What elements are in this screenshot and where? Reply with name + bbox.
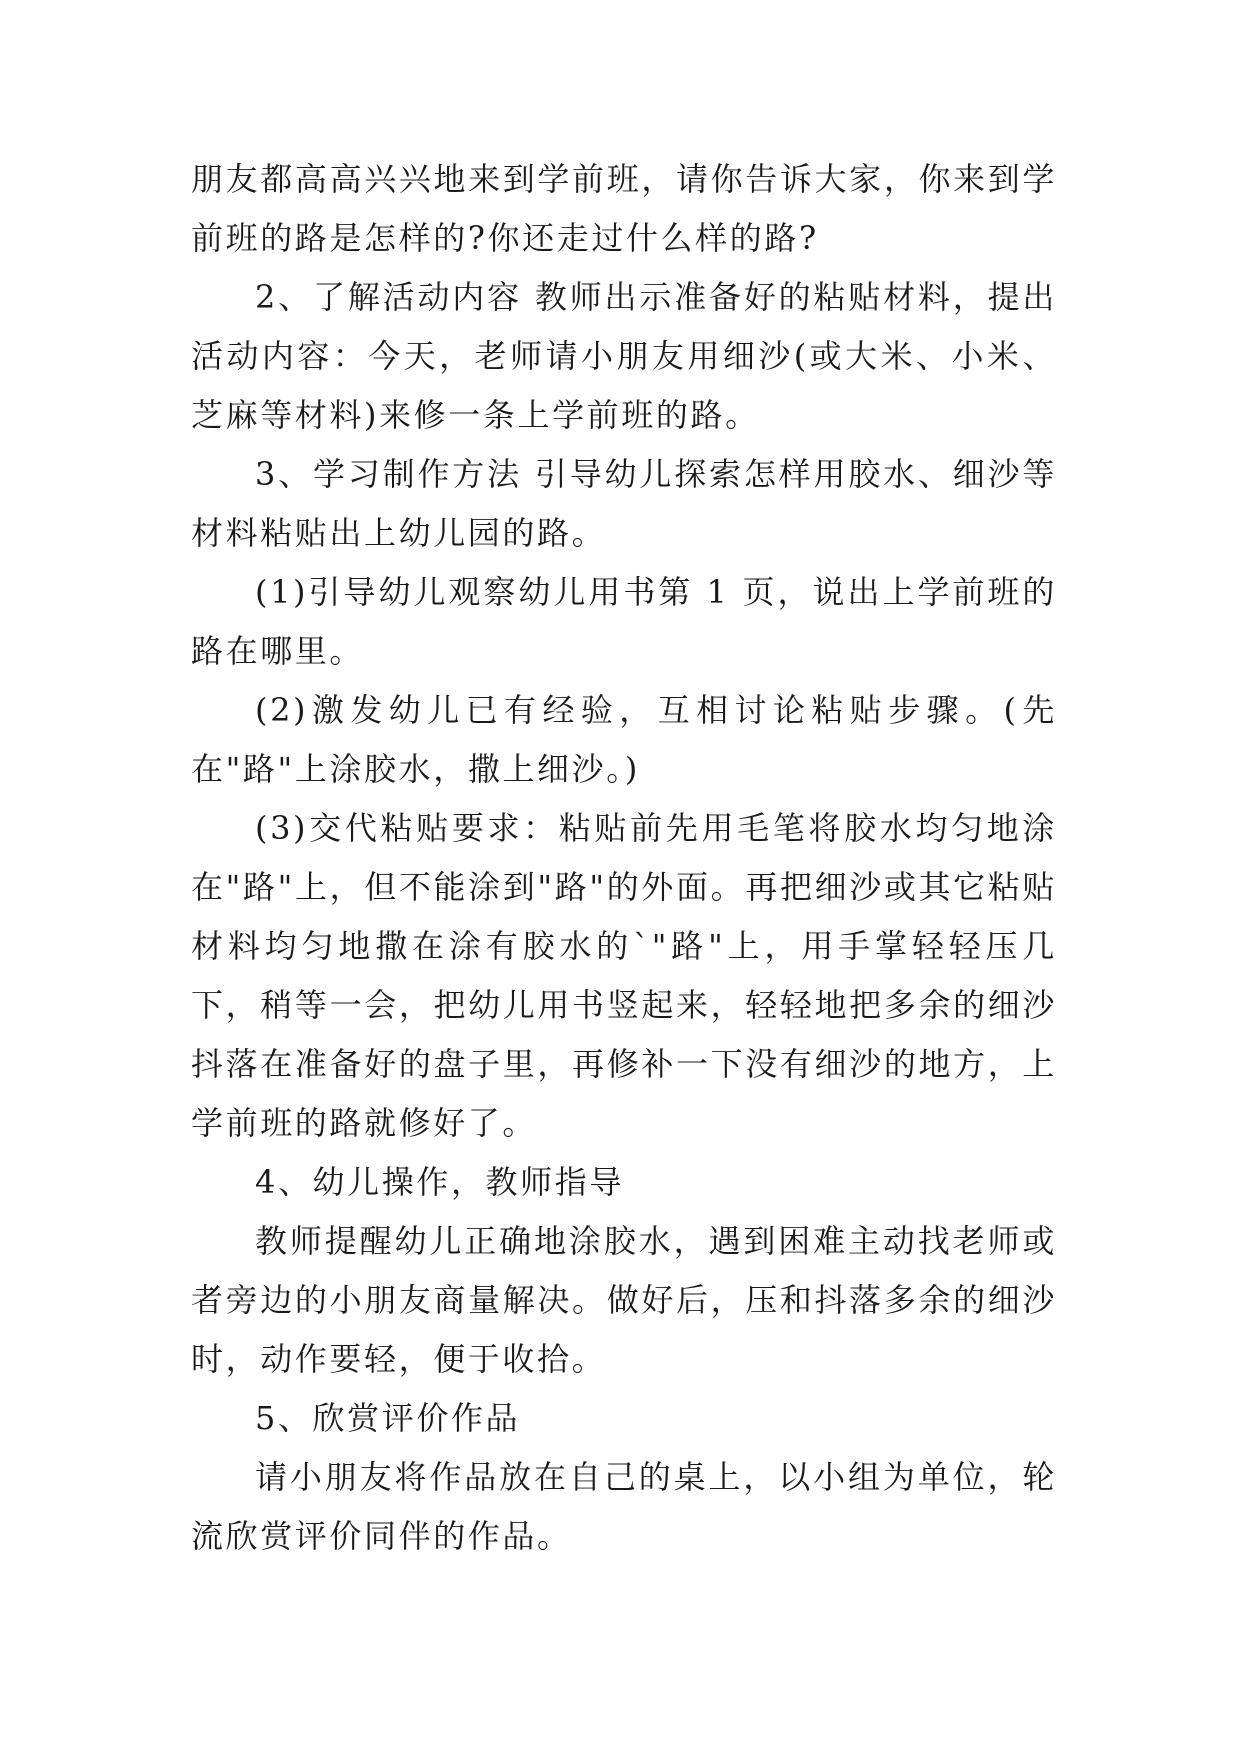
- paragraph-step-5-heading: 5、欣赏评价作品: [255, 1399, 521, 1437]
- document-body: [191, 150, 1057, 1566]
- paragraph-step-4-body: 教师提醒幼儿正确地涂胶水，遇到困难主动找老师或者旁边的小朋友商量解决。做好后，压和抖落多余的细沙时，动作要轻，便于收拾。: [191, 1222, 1057, 1378]
- paragraph-substep-1: (1)引导幼儿观察幼儿用书第 1 页，说出上学前班的路在哪里。: [191, 573, 1057, 670]
- paragraph-step-5-body: 请小朋友将作品放在自己的桌上，以小组为单位，轮流欣赏评价同伴的作品。: [191, 1458, 1057, 1555]
- paragraph-substep-2: (2)激发幼儿已有经验，互相讨论粘贴步骤。(先在"路"上涂胶水，撒上细沙。): [191, 691, 1057, 788]
- paragraph-step-3: 3、学习制作方法 引导幼儿探索怎样用胶水、细沙等材料粘贴出上幼儿园的路。: [191, 455, 1057, 552]
- paragraph-intro-continuation: 朋友都高高兴兴地来到学前班，请你告诉大家，你来到学前班的路是怎样的?你还走过什么样的路?: [191, 160, 1057, 257]
- paragraph-step-2: 2、了解活动内容 教师出示准备好的粘贴材料，提出活动内容：今天，老师请小朋友用细沙(或大米、小米、芝麻等材料)来修一条上学前班的路。: [191, 278, 1057, 434]
- paragraph-step-4-heading: 4、幼儿操作，教师指导: [255, 1163, 624, 1201]
- paragraph-substep-3: (3)交代粘贴要求：粘贴前先用毛笔将胶水均匀地涂在"路"上，但不能涂到"路"的外面。再把细沙或其它粘贴材料均匀地撒在涂有胶水的`"路"上，用手掌轻轻压几下，稍等一会，把幼儿用书竖起来，轻轻地把多余的细沙抖落在准备好的盘子里，再修补一下没有细沙的地方，上学前班的路就修好了。: [191, 809, 1057, 1142]
